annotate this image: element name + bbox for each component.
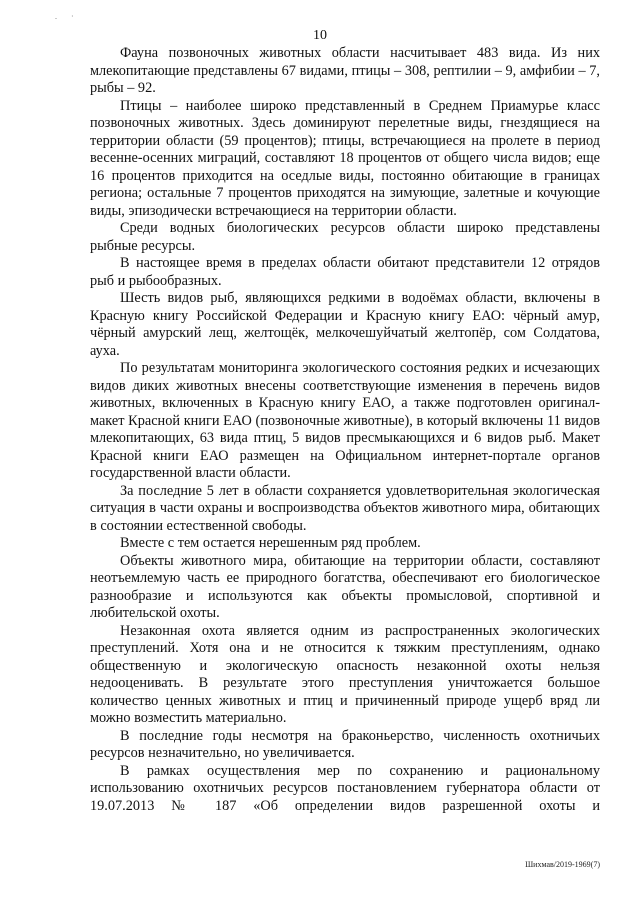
document-footer-code: Шихмав/2019-1969(7)	[525, 860, 600, 869]
paragraph-ecological-situation: За последние 5 лет в области сохраняется удовлетворительная экологическая ситуация в части охраны и воспроизводства объектов животного мира, обитающих в состоянии естественной свободы.	[90, 482, 600, 534]
body-text	[90, 45, 600, 815]
page-number: 10	[313, 28, 327, 43]
margin-marks: . ·	[55, 12, 80, 21]
paragraph-governor-resolution: В рамках осуществления мер по сохранению и рациональному использованию охотничьих ресурсов постановлением губернатора области от 19.07.2013 № 187 «Об определении видов разрешенной охоты и	[90, 762, 600, 814]
paragraph-aquatic-resources: Среди водных биологических ресурсов области широко представлены рыбные ресурсы.	[90, 220, 600, 254]
paragraph-rare-fish: Шесть видов рыб, являющихся редкими в водоёмах области, включены в Красную книгу Российской Федерации и Красную книгу ЕАО: чёрный амур, чёрный амурский лещ, желтощёк, мелкочешуйчатый желтопёр, сом Солдатова, ауха.	[90, 290, 600, 359]
paragraph-illegal-hunting: Незаконная охота является одним из распространенных экологических преступлений. Хотя она и не относится к тяжким преступлениям, однако общественную и экологическую опасность незаконной охоты нельзя недооценивать. В результате этого преступления уничтожается большое количество ценных животных и птиц и причиненный природе ущерб вряд ли можно возместить материально.	[90, 622, 600, 726]
paragraph-problems: Вместе с тем остается нерешенным ряд проблем.	[120, 535, 421, 551]
paragraph-hunting-resources: В последние годы несмотря на браконьерство, численность охотничьих ресурсов незначительно, но увеличивается.	[90, 727, 600, 761]
paragraph-fish-orders: В настоящее время в пределах области обитают представители 12 отрядов рыб и рыбообразных.	[90, 255, 600, 289]
paragraph-red-book: По результатам мониторинга экологического состояния редких и исчезающих видов диких животных внесены соответствующие изменения в перечень видов животных, включенных в Красную книгу ЕАО, а также подготовлен оригинал-макет Красной книги ЕАО (позвоночные животные), в который включены 11 видов млекопитающих, 63 вида птиц, 5 видов пресмыкающихся и 6 видов рыб. Макет Красной книги ЕАО размещен на Официальном интернет-портале органов государственной власти области.	[90, 360, 600, 481]
paragraph-fauna-count: Фауна позвоночных животных области насчитывает 483 вида. Из них млекопитающие представлены 67 видами, птицы – 308, рептилии – 9, амфибии – 7, рыбы – 92.	[90, 45, 600, 96]
paragraph-birds: Птицы – наиболее широко представленный в Среднем Приамурье класс позвоночных животных. Здесь доминируют перелетные виды, гнездящиеся на территории области (59 процентов); птицы, встречающиеся на пролете в период весенне-осенних миграций, составляют 18 процентов от общего числа видов; еще 16 процентов приходится на оседлые виды, постоянно обитающие в границах региона; остальные 7 процентов приходятся на зимующие, залетные и кочующие виды, эпизодически встречающиеся на территории области.	[90, 97, 600, 219]
paragraph-wildlife-objects: Объекты животного мира, обитающие на территории области, составляют неотъемлемую часть ее природного богатства, обеспечивают его биологическое разнообразие и используются как объекты промысловой, спортивной и любительской охоты.	[90, 552, 600, 621]
